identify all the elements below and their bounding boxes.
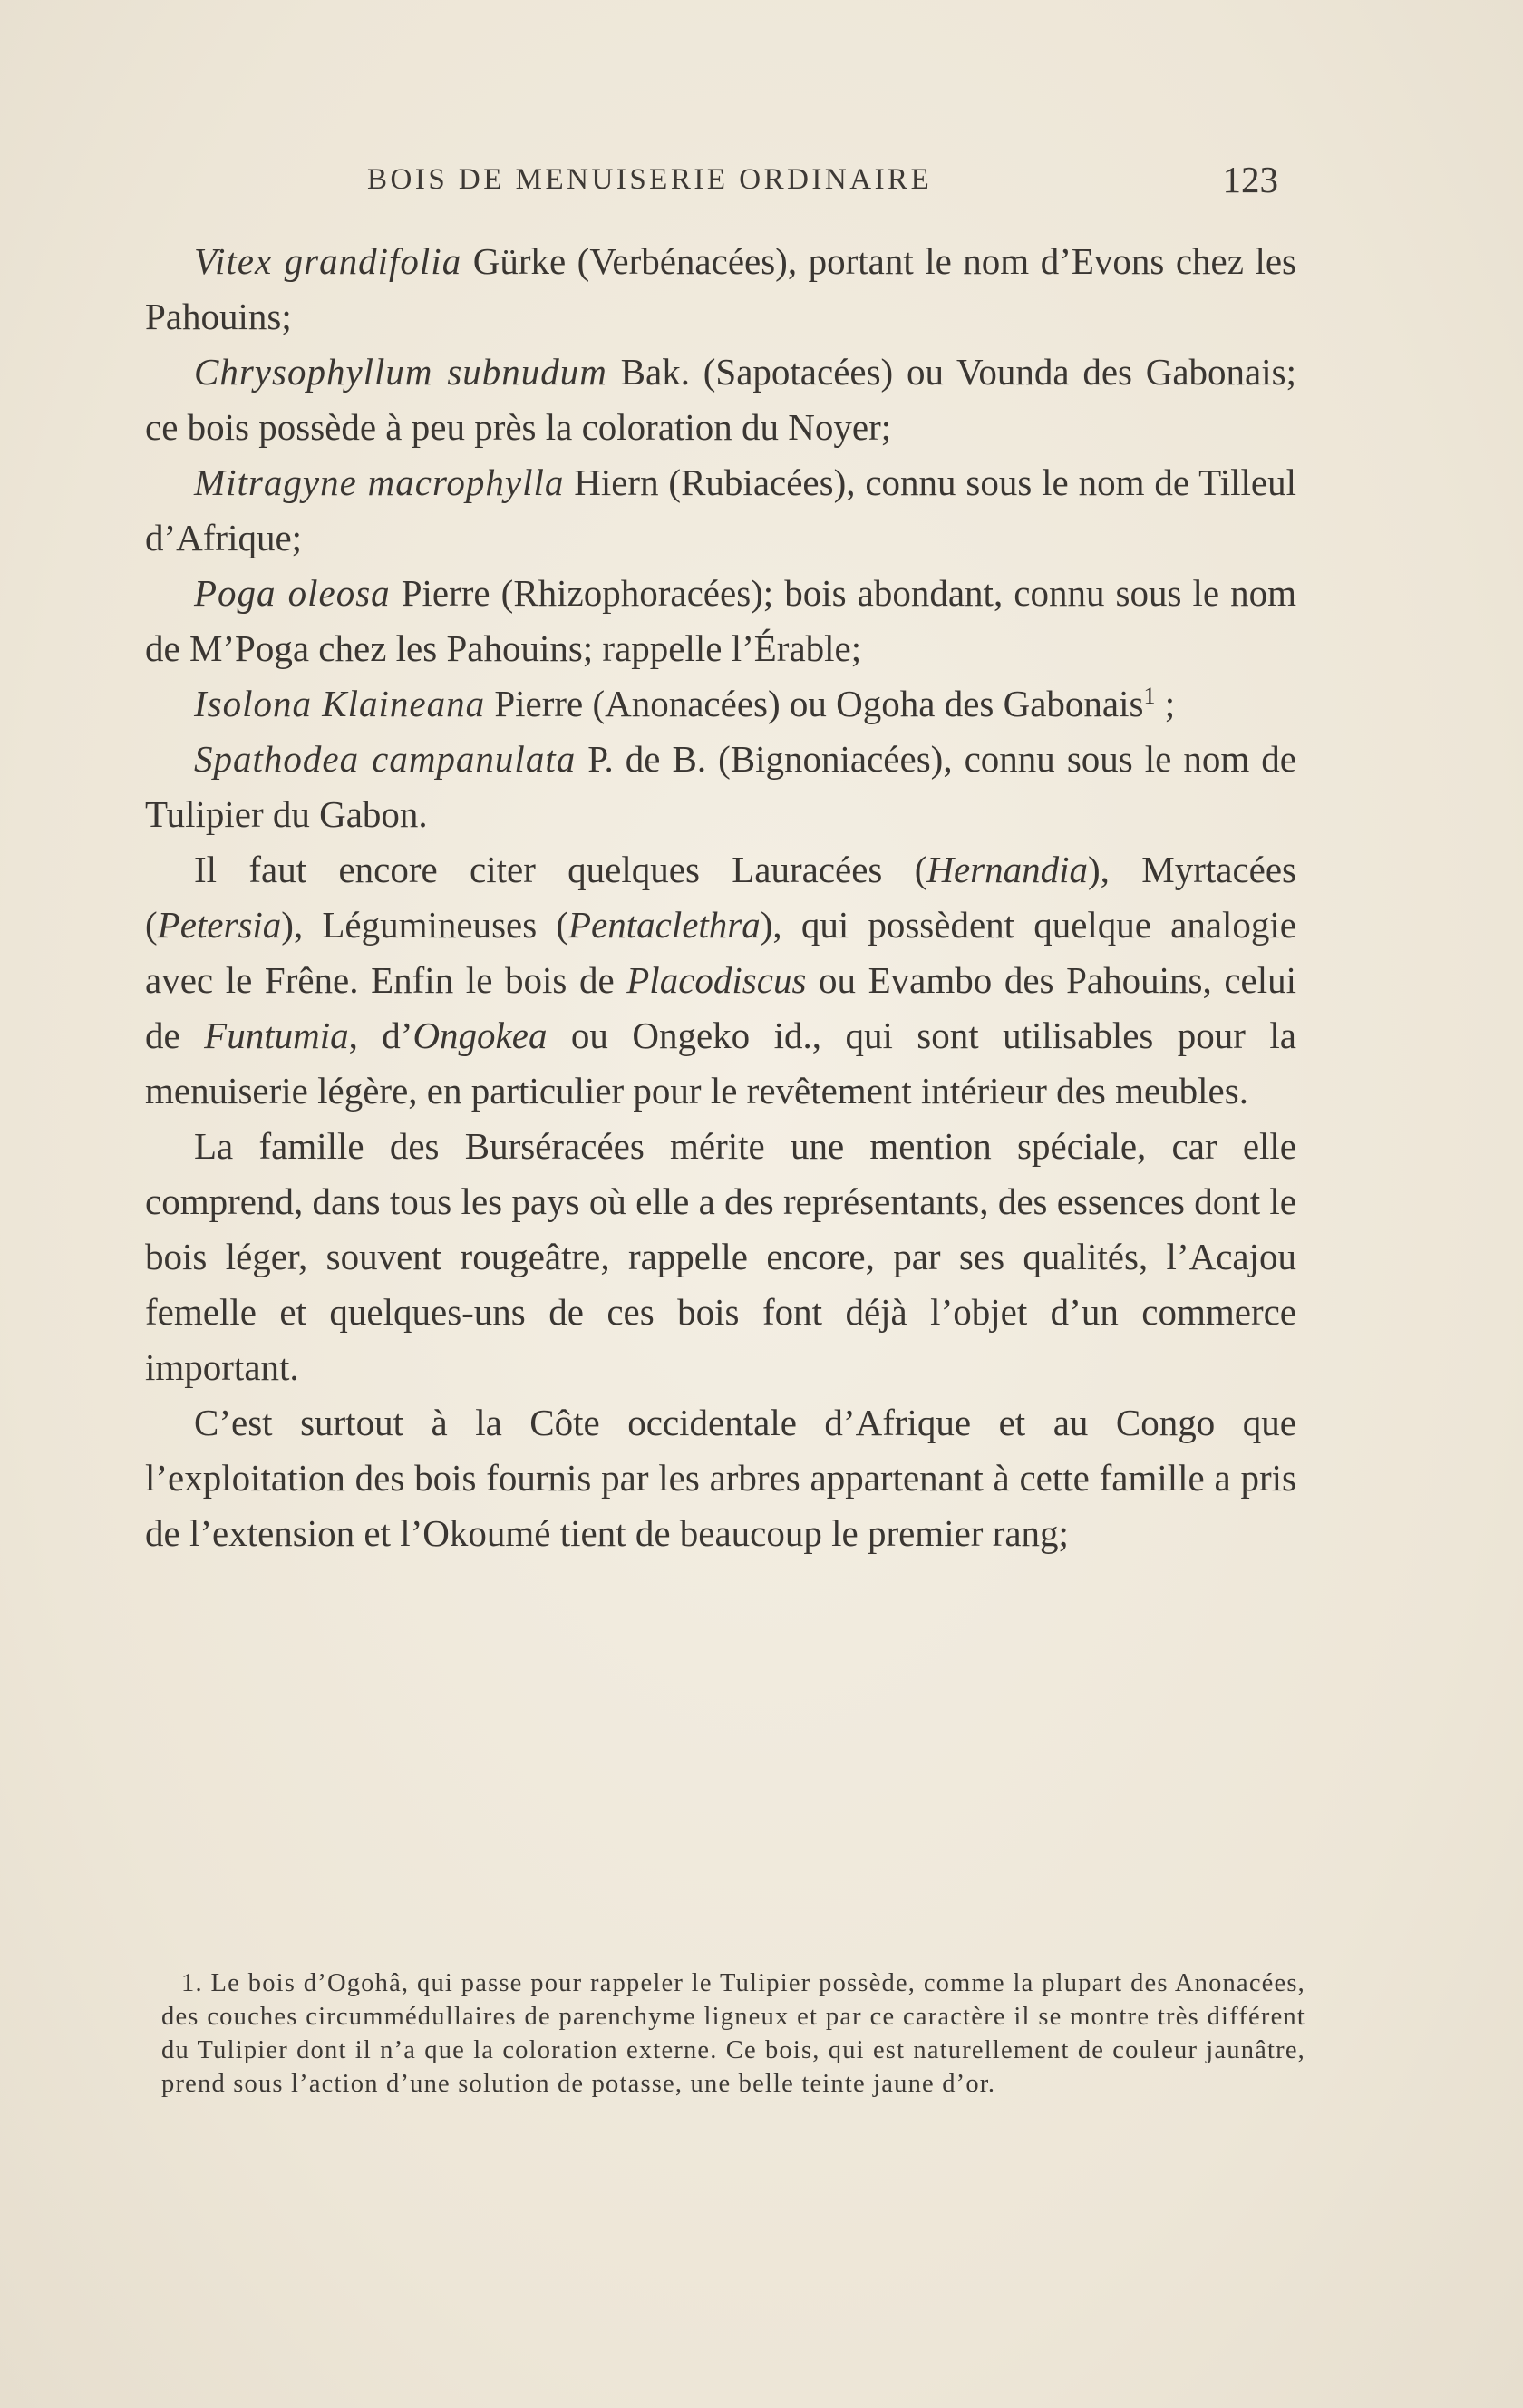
genus-name: Placodiscus — [626, 959, 807, 1001]
species-name: Vitex grandifolia — [194, 240, 462, 282]
species-name: Mitragyne macrophylla — [194, 461, 565, 503]
page-header — [145, 152, 1278, 207]
running-title: BOIS DE MENUISERIE ORDINAIRE — [367, 163, 933, 196]
species-entry-chrysophyllum — [145, 345, 1296, 455]
text-run: ou Ongeko id., qui sont utilisables pour la menuiserie légère, en particulier pour le revêtement intérieur des meubles. — [145, 1015, 1296, 1112]
species-entry-poga — [145, 566, 1296, 676]
species-description: Bak. (Sapotacées) ou Vounda des Gabonais; ce bois possède à peu près la coloration du Noyer; — [145, 351, 1296, 448]
genus-name: Petersia — [157, 904, 282, 946]
species-entry-isolona — [145, 676, 1296, 732]
page-body — [145, 234, 1296, 1561]
species-entry-mitragyne — [145, 455, 1296, 566]
genus-name: Hernandia — [926, 849, 1089, 890]
species-description: Hiern (Rubiacées), connu sous le nom de Tilleul d’Afrique; — [145, 461, 1296, 558]
footnote-number: 1. — [181, 1969, 203, 1997]
text-run: Il faut encore citer quelques Lauracées ( — [194, 849, 927, 890]
genus-name: Funtumia — [204, 1015, 349, 1056]
page-number: 123 — [1222, 159, 1278, 200]
species-description: P. de B. (Bignoniacées), connu sous le nom de Tulipier du Gabon. — [145, 738, 1296, 835]
footnote-text: Le bois d’Ogohâ, qui passe pour rappeler le Tulipier possède, comme la plupart des Anonacées, des couches circummédullaires de parenchyme ligneux et par ce caractère il se montre très différent du Tulipier dont il n’a que la coloration externe. Ce bois, qui est naturellement de couleur jaunâtre, prend sous l’action d’une solution de potasse, une belle teinte jaune d’or. — [161, 1969, 1305, 2098]
genus-name: Pentaclethra — [567, 904, 761, 946]
text-run: ), Myrtacées ( — [145, 849, 1296, 946]
paragraph-lauracees — [145, 842, 1296, 1119]
genus-name: Ongokea — [412, 1015, 548, 1056]
species-name: Poga oleosa — [194, 572, 391, 614]
species-description: Pierre (Rhizophoracées); bois abondant, connu sous le nom de M’Poga chez les Pahouins; rappelle l’Érable; — [145, 572, 1297, 669]
species-name: Spathodea campanulata — [194, 738, 577, 780]
paragraph-okoume: C’est surtout à la Côte occidentale d’Afrique et au Congo que l’exploitation des bois fournis par les arbres appartenant à cette famille a pris de l’extension et l’Okoumé tient de beaucoup le premier rang; — [145, 1402, 1296, 1554]
species-description: Gürke (Verbénacées), portant le nom d’Evons chez les Pahouins; — [145, 240, 1296, 337]
species-name: Chrysophyllum subnudum — [194, 351, 607, 393]
footnote — [161, 1966, 1305, 2101]
species-name: Isolona Klaineana — [194, 683, 486, 724]
text-run: ), qui possèdent quelque analogie avec le Frêne. Enfin le bois de — [145, 904, 1297, 1001]
text-run: ), Légumineuses ( — [281, 904, 568, 946]
footnote-reference[interactable]: 1 — [1143, 683, 1156, 709]
text-run: ou Evambo des Pahouins, celui de — [145, 959, 1297, 1056]
species-entry-spathodea — [145, 732, 1296, 842]
entry-punctuation: ; — [1155, 683, 1176, 724]
paragraph-burseracees: La famille des Burséracées mérite une mention spéciale, car elle comprend, dans tous les pays où elle a des représentants, des essences dont le bois léger, souvent rougeâtre, rappelle encore, par ses qualités, l’Acajou femelle et quelques-uns de ces bois font déjà l’objet d’un commerce important. — [145, 1125, 1296, 1388]
species-entry-vitex — [145, 234, 1296, 345]
text-run: , d’ — [348, 1015, 413, 1056]
footnote-paragraph — [161, 1966, 1305, 2101]
species-description: Pierre (Anonacées) ou Ogoha des Gabonais — [485, 683, 1144, 724]
